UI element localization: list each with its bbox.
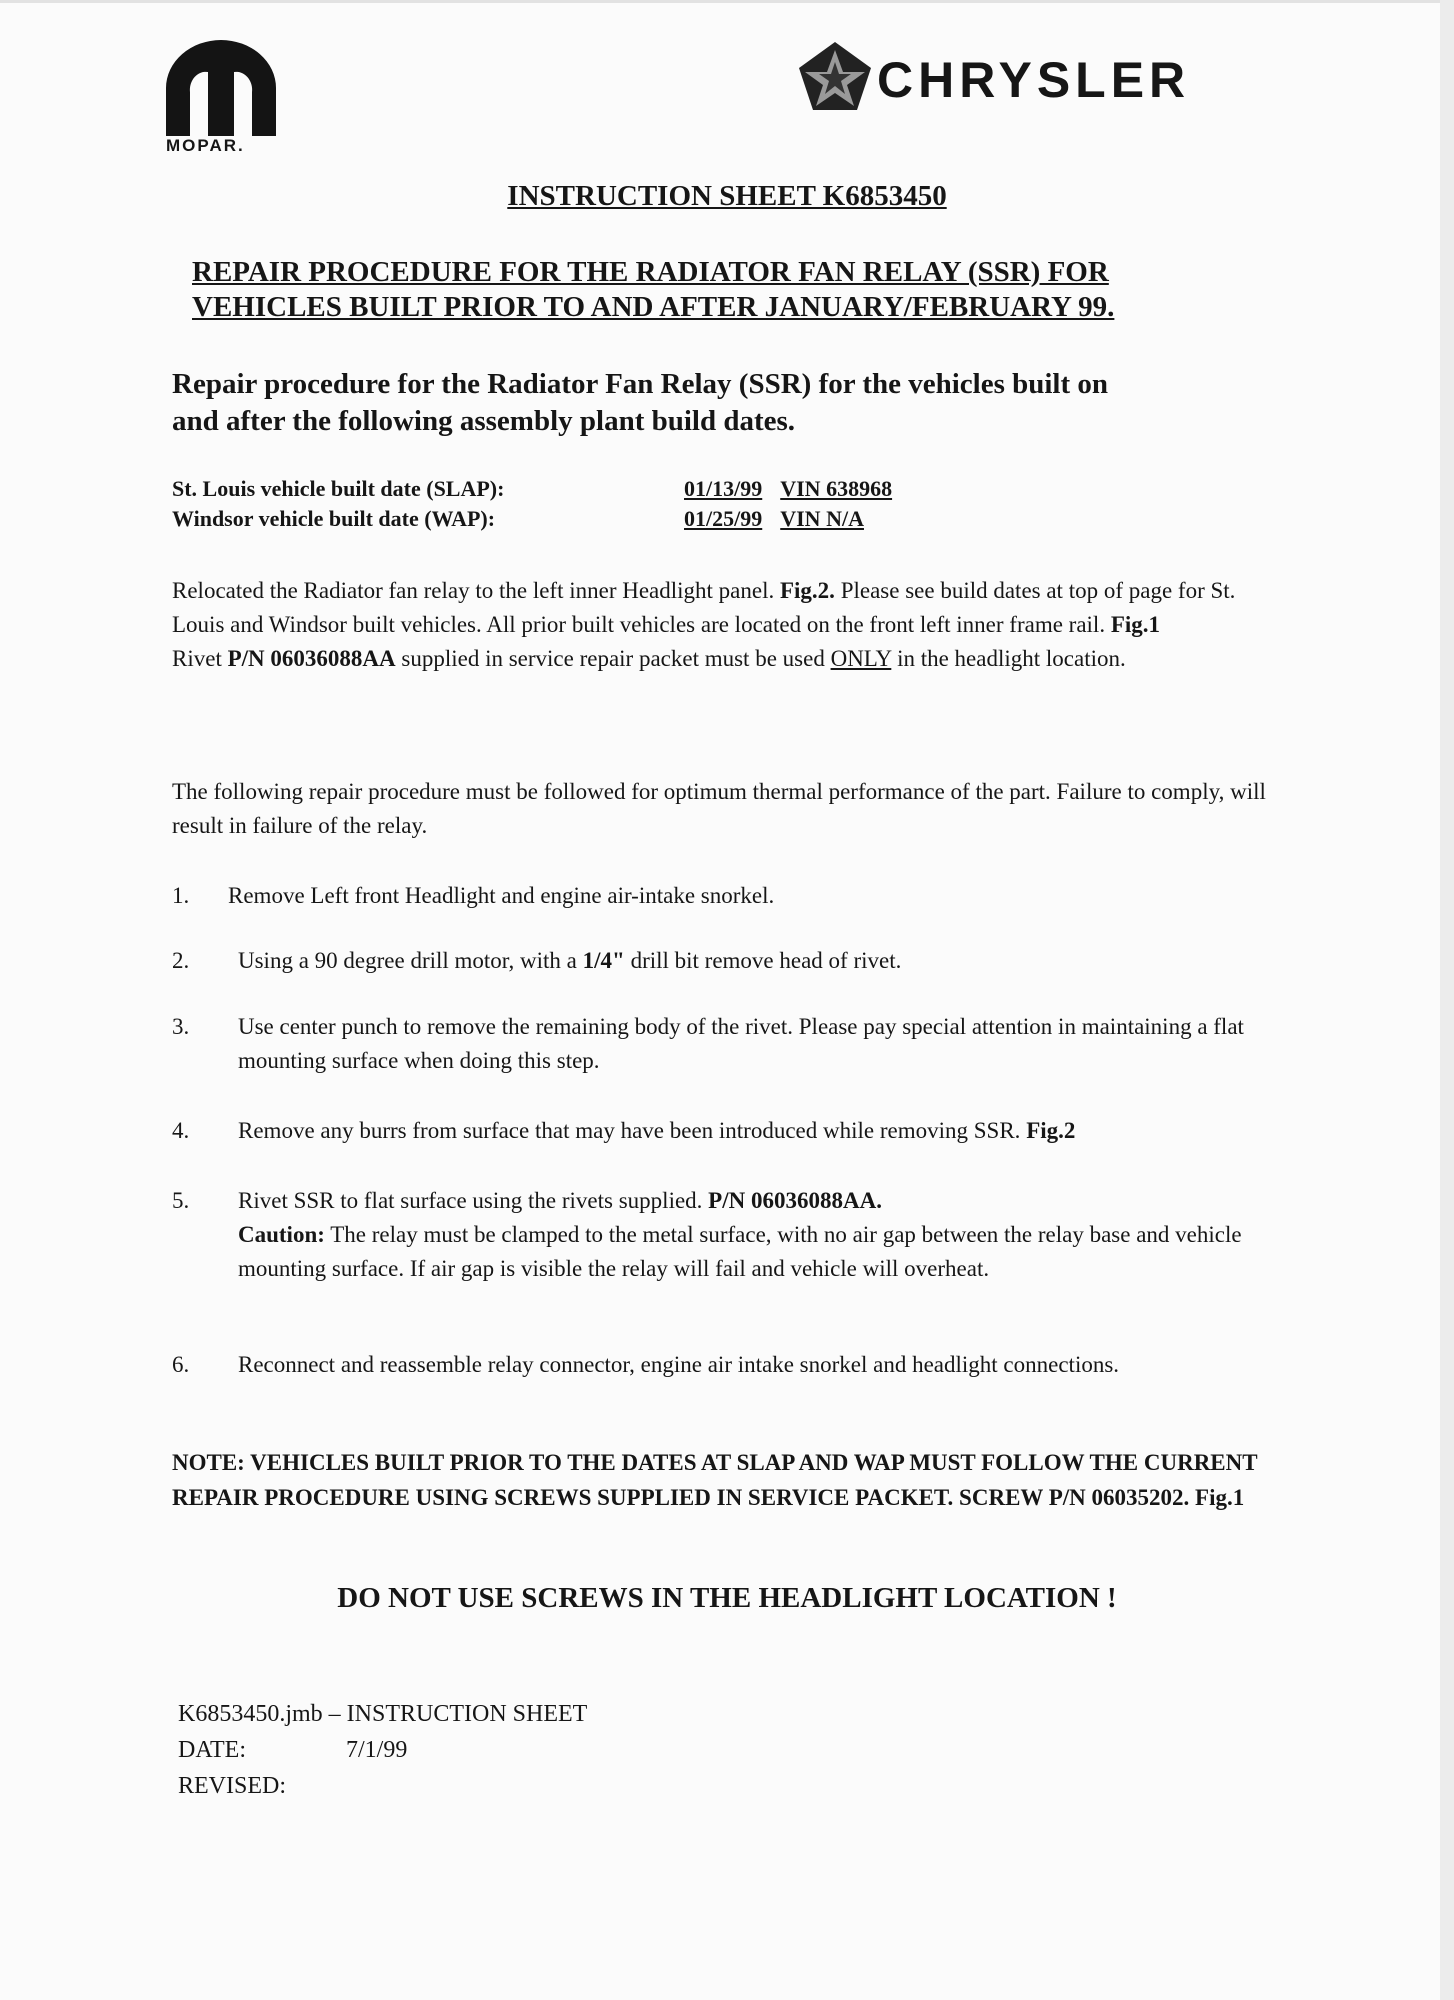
step-text-part: Using a 90 degree drill motor, with a <box>238 948 577 973</box>
mopar-m-icon <box>160 38 282 138</box>
step-text-part: Rivet SSR to flat surface using the rivets supplied. <box>238 1188 703 1213</box>
page-title: INSTRUCTION SHEET K6853450 <box>507 180 947 212</box>
drill-size: 1/4" <box>582 948 625 973</box>
chrysler-wordmark: CHRYSLER <box>877 52 1191 108</box>
build-date-row <box>172 476 892 506</box>
step-number: 6. <box>172 1352 190 1377</box>
para-text: Rivet <box>172 646 222 671</box>
build-vin: VIN N/A <box>780 506 864 531</box>
mopar-wordmark: MOPAR. <box>166 136 245 155</box>
step-text <box>238 944 1292 978</box>
intro-paragraph <box>172 366 1292 440</box>
emphasis-text: ONLY <box>830 646 892 671</box>
procedure-step <box>172 1348 1292 1382</box>
procedure-step <box>172 1184 1292 1286</box>
mopar-logo <box>160 38 300 156</box>
repair-heading-line2: VEHICLES BUILT PRIOR TO AND AFTER JANUARY/FEBRUARY 99. <box>192 291 1115 323</box>
scan-edge-right <box>1440 0 1454 2000</box>
para-text: Relocated the Radiator fan relay to the left inner Headlight panel. <box>172 578 775 603</box>
relocation-paragraph <box>172 574 1292 676</box>
step-text <box>238 1114 1292 1148</box>
intro-line2: and after the following assembly plant build dates. <box>172 405 796 437</box>
step-number: 4. <box>172 1118 190 1143</box>
step-text-part: Remove any burrs from surface that may have been introduced while removing SSR. <box>238 1118 1021 1143</box>
footer-revised-label: REVISED: <box>178 1773 286 1799</box>
build-date-label: Windsor vehicle built date (WAP): <box>172 506 496 531</box>
step-text: Reconnect and reassemble relay connector, engine air intake snorkel and headlight connections. <box>238 1352 1120 1377</box>
figure-ref: Fig.2 <box>1026 1118 1076 1143</box>
intro-line1: Repair procedure for the Radiator Fan Relay (SSR) for the vehicles built on <box>172 368 1109 400</box>
figure-ref: Fig.2. <box>779 578 835 603</box>
step-number: 2. <box>172 948 190 973</box>
footer-date-row <box>178 1732 587 1768</box>
part-number: P/N 06036088AA. <box>708 1188 882 1213</box>
warning-text: DO NOT USE SCREWS IN THE HEADLIGHT LOCATION ! <box>337 1582 1117 1614</box>
footer-date-label: DATE: <box>178 1737 246 1763</box>
build-dates-table <box>172 476 892 536</box>
chrysler-logo <box>797 40 1190 112</box>
repair-heading-line1: REPAIR PROCEDURE FOR THE RADIATOR FAN RELAY (SSR) FOR <box>192 256 1109 288</box>
scan-edge-top <box>0 0 1454 3</box>
caution-text: The relay must be clamped to the metal surface, with no air gap between the relay base and vehicle mounting surface. If air gap is visible the relay will fail and vehicle will overheat. <box>238 1222 1242 1281</box>
part-number: P/N 06036088AA <box>227 646 396 671</box>
procedure-step <box>172 879 1292 913</box>
para-text: Please see build dates at top of page for St. Louis and Windsor built vehicles. All prior built vehicles are located on the front left inner frame rail. <box>172 578 1236 637</box>
build-date-value <box>684 476 892 506</box>
step-text <box>238 1184 1292 1286</box>
step-text-part: drill bit remove head of rivet. <box>630 948 902 973</box>
para-text: in the headlight location. <box>897 646 1126 671</box>
footer-doc-id: K6853450.jmb – INSTRUCTION SHEET <box>178 1701 588 1727</box>
procedure-step <box>172 1114 1292 1148</box>
para-text: supplied in service repair packet must be used <box>401 646 825 671</box>
footer-date-value: 7/1/99 <box>346 1737 408 1763</box>
figure-ref: Fig.1 <box>1110 612 1161 637</box>
step-number: 3. <box>172 1014 190 1039</box>
build-date-label: St. Louis vehicle built date (SLAP): <box>172 476 505 501</box>
step-number: 1. <box>172 883 190 908</box>
step-number: 5. <box>172 1188 190 1213</box>
caution-label: Caution: <box>238 1222 325 1247</box>
document-footer <box>178 1696 587 1804</box>
procedure-step <box>172 1010 1292 1078</box>
note-paragraph: NOTE: VEHICLES BUILT PRIOR TO THE DATES AT SLAP AND WAP MUST FOLLOW THE CURRENT REPAIR PROCEDURE USING SCREWS SUPPLIED IN SERVICE PACKET. SCREW P/N 06035202. Fig.1 <box>172 1450 1258 1510</box>
build-date-value <box>684 506 864 536</box>
procedure-step <box>172 944 1292 978</box>
build-date: 01/25/99 <box>684 506 763 531</box>
build-date-row <box>172 506 892 536</box>
repair-heading <box>192 255 1292 325</box>
step-text: Remove Left front Headlight and engine air-intake snorkel. <box>228 883 775 908</box>
compliance-paragraph: The following repair procedure must be followed for optimum thermal performance of the part. Failure to comply, will result in failure of the relay. <box>172 779 1266 838</box>
build-date: 01/13/99 <box>684 476 763 501</box>
chrysler-pentastar-icon <box>797 40 873 112</box>
build-vin: VIN 638968 <box>780 476 893 501</box>
step-text: Use center punch to remove the remaining body of the rivet. Please pay special attention in maintaining a flat mounting surface when doing this step. <box>238 1014 1244 1073</box>
